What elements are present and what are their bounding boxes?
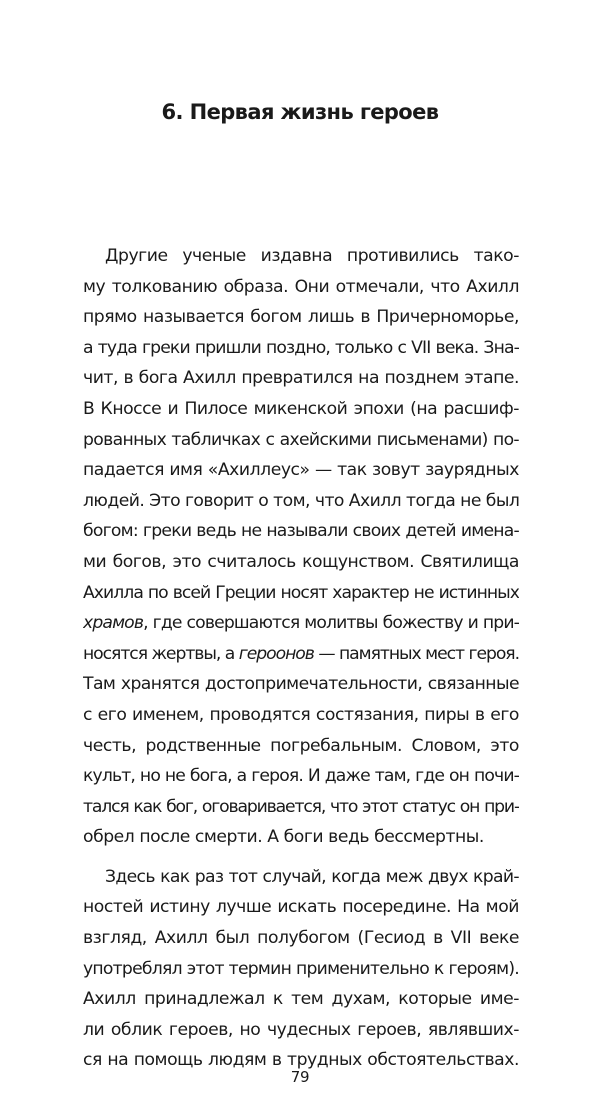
text-line: ми богов, это считалось кощунством. Святилища [83, 551, 519, 572]
text-line: му толкованию образа. Они отмечали, что Ахилл [83, 276, 519, 297]
text-line: Ахилл принадлежал к тем духам, которые име- [83, 989, 519, 1010]
text-line: людей. Это говорит о том, что Ахилл тогда не был [83, 490, 519, 511]
text-line: рованных табличках с ахейскими письменами) по- [83, 429, 519, 450]
text-line: Там хранятся достопримечательности, связанные [83, 674, 519, 695]
text-line: падается имя «Ахиллеус» — так зовут заурядных [83, 460, 519, 481]
text-line: Другие ученые издавна противились тако- [105, 246, 519, 266]
page-number: 79 [290, 1068, 310, 1086]
paragraph-2 [83, 862, 519, 1076]
text-line: употреблял этот термин применительно к героям). [83, 958, 519, 979]
text-line: культ, но не бога, а героя. И даже там, где он почи- [83, 766, 519, 787]
text-line: В Кноссе и Пилосе микенской эпохи (на расшиф- [83, 398, 519, 419]
chapter-title: 6. Первая жизнь героев [161, 100, 439, 124]
text-line: с его именем, проводятся состязания, пиры в его [83, 704, 519, 725]
text-line: богом: греки ведь не называли своих детей имена- [83, 521, 519, 542]
italic-term: храмов [83, 613, 144, 634]
text-line: обрел после смерти. А боги ведь бессмертны. [83, 827, 484, 848]
text-line: чит, в бога Ахилл превратился на позднем этапе. [83, 368, 519, 389]
body-text [83, 241, 519, 1076]
text-line: а туда греки пришли поздно, только с VII века. Зна- [83, 337, 519, 358]
text-line: ностей истину лучше искать посередине. На мой [83, 897, 519, 918]
paragraph-1 [83, 241, 519, 853]
text-line: тался как бог, оговаривается, что этот статус он при- [83, 796, 519, 817]
text-line: ся на помощь людям в трудных обстоятельствах. [83, 1050, 519, 1071]
text-line: Здесь как раз тот случай, когда меж двух край- [105, 866, 519, 887]
text-line: прямо называется богом лишь в Причерноморье, [83, 307, 519, 328]
text-line: ли облик героев, но чудесных героев, являвших- [83, 1019, 519, 1040]
text-line: честь, родственные погребальным. Словом, это [83, 735, 519, 756]
text-line: носятся жертвы, а героонов — памятных мест героя. [83, 643, 519, 664]
text-line: взгляд, Ахилл был полубогом (Гесиод в VII веке [83, 928, 519, 949]
italic-term: героонов [238, 643, 314, 664]
text-line: Ахилла по всей Греции носят характер не истинных [83, 582, 519, 603]
text-line: храмов, где совершаются молитвы божеству и при- [83, 613, 519, 634]
